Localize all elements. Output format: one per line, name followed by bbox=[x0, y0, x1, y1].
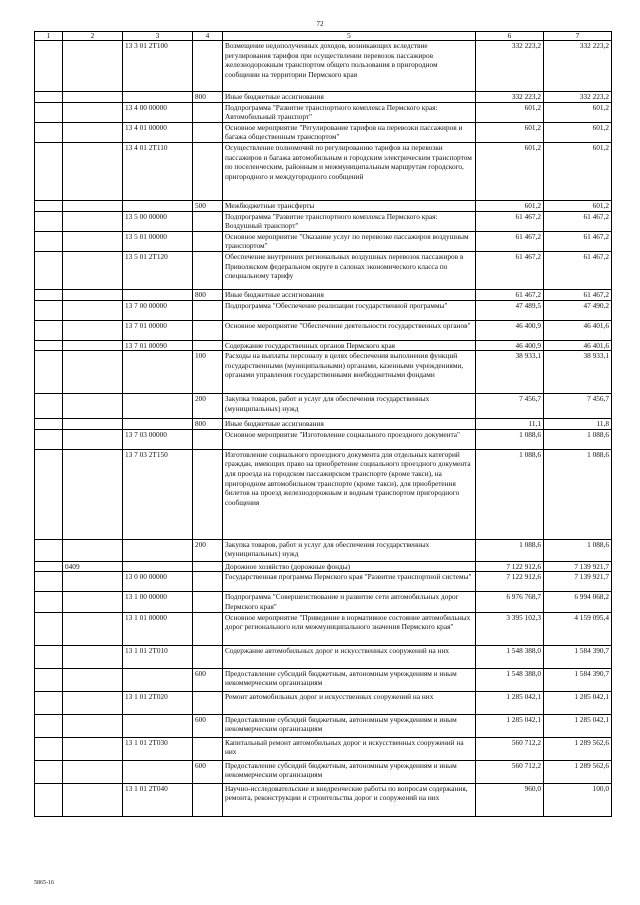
subsection-cell bbox=[63, 251, 123, 289]
table-row bbox=[35, 102, 612, 122]
amount-year-2-cell: 1 584 390,7 bbox=[544, 668, 612, 691]
subsection-cell bbox=[63, 300, 123, 320]
subsection-cell bbox=[63, 351, 123, 394]
expense-type-cell bbox=[193, 572, 223, 592]
amount-year-2-cell: 332 223,2 bbox=[544, 92, 612, 103]
table-row bbox=[35, 300, 612, 320]
target-article-cell bbox=[123, 561, 193, 572]
header-col-3: 3 bbox=[123, 32, 193, 41]
amount-year-1-cell: 332 223,2 bbox=[476, 92, 544, 103]
expense-type-cell bbox=[193, 783, 223, 816]
amount-year-2-cell: 61 467,2 bbox=[544, 251, 612, 289]
table-row bbox=[35, 561, 612, 572]
target-article-cell: 13 4 00 00000 bbox=[123, 102, 193, 122]
description-cell: Капитальный ремонт автомобильных дорог и искусственных сооружений на них bbox=[223, 737, 476, 760]
description-cell: Иные бюджетные ассигнования bbox=[223, 289, 476, 300]
amount-year-1-cell: 7 122 912,6 bbox=[476, 561, 544, 572]
target-article-cell bbox=[123, 351, 193, 394]
description-cell: Подпрограмма "Развитие транспортного комплекса Пермского края: Автомобильный транспорт" bbox=[223, 102, 476, 122]
expense-type-cell bbox=[193, 612, 223, 645]
expense-type-cell: 500 bbox=[193, 200, 223, 211]
description-cell: Основное мероприятие "Регулирование тарифов на перевозки пассажиров и багажа общественным транспортом" bbox=[223, 122, 476, 142]
header-col-5: 5 bbox=[223, 32, 476, 41]
amount-year-1-cell: 1 548 388,0 bbox=[476, 645, 544, 668]
target-article-cell: 13 7 01 00090 bbox=[123, 340, 193, 351]
section-cell bbox=[35, 320, 63, 340]
expense-type-cell bbox=[193, 737, 223, 760]
section-cell bbox=[35, 449, 63, 539]
amount-year-2-cell: 601,2 bbox=[544, 200, 612, 211]
table-row bbox=[35, 200, 612, 211]
budget-table bbox=[34, 31, 612, 817]
description-cell: Предоставление субсидий бюджетным, автономным учреждениям и иным некоммерческим организациям bbox=[223, 714, 476, 737]
subsection-cell bbox=[63, 340, 123, 351]
table-row bbox=[35, 612, 612, 645]
amount-year-1-cell: 1 285 042,1 bbox=[476, 691, 544, 714]
table-row bbox=[35, 122, 612, 142]
amount-year-1-cell: 1 088,6 bbox=[476, 539, 544, 561]
target-article-cell: 13 5 00 00000 bbox=[123, 211, 193, 231]
subsection-cell bbox=[63, 289, 123, 300]
subsection-cell bbox=[63, 612, 123, 645]
expense-type-cell bbox=[193, 449, 223, 539]
description-cell: Содержание государственных органов Пермского края bbox=[223, 340, 476, 351]
subsection-cell bbox=[63, 691, 123, 714]
target-article-cell: 13 7 03 2Т150 bbox=[123, 449, 193, 539]
header-col-2: 2 bbox=[63, 32, 123, 41]
amount-year-1-cell: 7 456,7 bbox=[476, 394, 544, 419]
amount-year-1-cell: 601,2 bbox=[476, 102, 544, 122]
table-row bbox=[35, 419, 612, 430]
amount-year-1-cell: 332 223,2 bbox=[476, 41, 544, 92]
description-cell: Предоставление субсидий бюджетным, автономным учреждениям и иным некоммерческим организациям bbox=[223, 668, 476, 691]
subsection-cell bbox=[63, 737, 123, 760]
expense-type-cell bbox=[193, 561, 223, 572]
amount-year-2-cell: 4 159 095,4 bbox=[544, 612, 612, 645]
description-cell: Дорожное хозяйство (дорожные фонды) bbox=[223, 561, 476, 572]
expense-type-cell: 200 bbox=[193, 539, 223, 561]
description-cell: Межбюджетные трансферты bbox=[223, 200, 476, 211]
description-cell: Расходы на выплаты персоналу в целях обеспечения выполнения функций государственными (муниципальными) органами, казенными учреждениями, органами управления государственными внебюджетными фондами bbox=[223, 351, 476, 394]
header-col-4: 4 bbox=[193, 32, 223, 41]
amount-year-2-cell: 46 401,6 bbox=[544, 320, 612, 340]
target-article-cell: 13 1 00 00000 bbox=[123, 592, 193, 612]
table-row bbox=[35, 783, 612, 816]
amount-year-1-cell: 1 548 388,0 bbox=[476, 668, 544, 691]
subsection-cell bbox=[63, 231, 123, 251]
table-row bbox=[35, 340, 612, 351]
description-cell: Научно-исследовательские и внедренческие работы по вопросам содержания, ремонта, реконструкции и строительства дорог и сооружений на них bbox=[223, 783, 476, 816]
description-cell: Закупка товаров, работ и услуг для обеспечения государственных (муниципальных) нужд bbox=[223, 394, 476, 419]
table-row bbox=[35, 449, 612, 539]
section-cell bbox=[35, 200, 63, 211]
amount-year-2-cell: 38 933,1 bbox=[544, 351, 612, 394]
subsection-cell bbox=[63, 394, 123, 419]
table-row bbox=[35, 760, 612, 783]
expense-type-cell: 600 bbox=[193, 714, 223, 737]
amount-year-2-cell: 1 088,6 bbox=[544, 539, 612, 561]
amount-year-1-cell: 11,1 bbox=[476, 419, 544, 430]
amount-year-1-cell: 3 395 102,3 bbox=[476, 612, 544, 645]
amount-year-2-cell: 601,2 bbox=[544, 122, 612, 142]
subsection-cell bbox=[63, 200, 123, 211]
amount-year-2-cell: 1 289 562,6 bbox=[544, 760, 612, 783]
header-col-6: 6 bbox=[476, 32, 544, 41]
amount-year-2-cell: 61 467,2 bbox=[544, 211, 612, 231]
section-cell bbox=[35, 142, 63, 200]
amount-year-1-cell: 46 400,9 bbox=[476, 320, 544, 340]
description-cell: Подпрограмма "Совершенствование и развитие сети автомобильных дорог Пермского края" bbox=[223, 592, 476, 612]
expense-type-cell: 600 bbox=[193, 668, 223, 691]
description-cell: Содержание автомобильных дорог и искусственных сооружений на них bbox=[223, 645, 476, 668]
expense-type-cell: 800 bbox=[193, 419, 223, 430]
target-article-cell: 13 1 01 2Т020 bbox=[123, 691, 193, 714]
target-article-cell bbox=[123, 289, 193, 300]
expense-type-cell: 200 bbox=[193, 394, 223, 419]
table-row bbox=[35, 572, 612, 592]
target-article-cell: 13 5 01 00000 bbox=[123, 231, 193, 251]
amount-year-1-cell: 601,2 bbox=[476, 200, 544, 211]
description-cell: Основное мероприятие "Обеспечение деятельности государственных органов" bbox=[223, 320, 476, 340]
amount-year-2-cell: 1 088,6 bbox=[544, 429, 612, 449]
description-cell: Ремонт автомобильных дорог и искусственных сооружений на них bbox=[223, 691, 476, 714]
description-cell: Иные бюджетные ассигнования bbox=[223, 92, 476, 103]
description-cell: Возмещение недополученных доходов, возникающих вследствие регулирования тарифов при осуществлении перевозок пассажиров железнодорожным транспортом общего пользования в пригородном сообщении на территории Пермского края bbox=[223, 41, 476, 92]
amount-year-1-cell: 61 467,2 bbox=[476, 231, 544, 251]
target-article-cell bbox=[123, 394, 193, 419]
target-article-cell: 13 1 01 00000 bbox=[123, 612, 193, 645]
table-row bbox=[35, 41, 612, 92]
target-article-cell bbox=[123, 419, 193, 430]
section-cell bbox=[35, 561, 63, 572]
table-row bbox=[35, 429, 612, 449]
target-article-cell bbox=[123, 760, 193, 783]
description-cell: Основное мероприятие "Приведение в нормативное состояние автомобильных дорог регионального или межмуниципального значения Пермского края" bbox=[223, 612, 476, 645]
header-col-1: 1 bbox=[35, 32, 63, 41]
description-cell: Обеспечение внутренних региональных воздушных перевозок пассажиров в Приволжском федеральном округе в салонах экономического класса по специальному тарифу bbox=[223, 251, 476, 289]
target-article-cell: 13 1 01 2Т030 bbox=[123, 737, 193, 760]
amount-year-1-cell: 61 467,2 bbox=[476, 211, 544, 231]
amount-year-2-cell: 100,0 bbox=[544, 783, 612, 816]
description-cell: Закупка товаров, работ и услуг для обеспечения государственных (муниципальных) нужд bbox=[223, 539, 476, 561]
target-article-cell bbox=[123, 200, 193, 211]
target-article-cell: 13 4 01 2Т110 bbox=[123, 142, 193, 200]
subsection-cell bbox=[63, 449, 123, 539]
amount-year-1-cell: 47 489,5 bbox=[476, 300, 544, 320]
amount-year-2-cell: 11,8 bbox=[544, 419, 612, 430]
subsection-cell bbox=[63, 211, 123, 231]
table-row bbox=[35, 668, 612, 691]
target-article-cell bbox=[123, 668, 193, 691]
subsection-cell bbox=[63, 572, 123, 592]
section-cell bbox=[35, 645, 63, 668]
expense-type-cell bbox=[193, 251, 223, 289]
amount-year-2-cell: 1 285 042,1 bbox=[544, 691, 612, 714]
expense-type-cell: 800 bbox=[193, 289, 223, 300]
section-cell bbox=[35, 41, 63, 92]
subsection-cell bbox=[63, 783, 123, 816]
amount-year-2-cell: 61 467,2 bbox=[544, 289, 612, 300]
description-cell: Государственная программа Пермского края "Развитие транспортной системы" bbox=[223, 572, 476, 592]
amount-year-2-cell: 7 139 921,7 bbox=[544, 561, 612, 572]
amount-year-1-cell: 560 712,2 bbox=[476, 737, 544, 760]
table-row bbox=[35, 737, 612, 760]
amount-year-2-cell: 1 584 390,7 bbox=[544, 645, 612, 668]
section-cell bbox=[35, 300, 63, 320]
section-cell bbox=[35, 612, 63, 645]
table-row bbox=[35, 289, 612, 300]
subsection-cell bbox=[63, 645, 123, 668]
amount-year-1-cell: 1 088,6 bbox=[476, 429, 544, 449]
section-cell bbox=[35, 251, 63, 289]
expense-type-cell bbox=[193, 300, 223, 320]
section-cell bbox=[35, 691, 63, 714]
subsection-cell bbox=[63, 41, 123, 92]
table-row bbox=[35, 539, 612, 561]
table-row bbox=[35, 394, 612, 419]
subsection-cell bbox=[63, 102, 123, 122]
expense-type-cell bbox=[193, 340, 223, 351]
table-row bbox=[35, 251, 612, 289]
footer-code: 5865-16 bbox=[34, 880, 54, 886]
target-article-cell bbox=[123, 714, 193, 737]
expense-type-cell bbox=[193, 429, 223, 449]
amount-year-1-cell: 601,2 bbox=[476, 142, 544, 200]
target-article-cell: 13 0 00 00000 bbox=[123, 572, 193, 592]
amount-year-1-cell: 1 088,6 bbox=[476, 449, 544, 539]
table-row bbox=[35, 714, 612, 737]
section-cell bbox=[35, 783, 63, 816]
subsection-cell bbox=[63, 760, 123, 783]
subsection-cell bbox=[63, 92, 123, 103]
description-cell: Иные бюджетные ассигнования bbox=[223, 419, 476, 430]
subsection-cell bbox=[63, 429, 123, 449]
expense-type-cell bbox=[193, 592, 223, 612]
table-row bbox=[35, 351, 612, 394]
expense-type-cell: 100 bbox=[193, 351, 223, 394]
section-cell bbox=[35, 102, 63, 122]
table-row bbox=[35, 231, 612, 251]
section-cell bbox=[35, 760, 63, 783]
section-cell bbox=[35, 429, 63, 449]
subsection-cell: 0409 bbox=[63, 561, 123, 572]
table-row bbox=[35, 320, 612, 340]
section-cell bbox=[35, 340, 63, 351]
subsection-cell bbox=[63, 122, 123, 142]
expense-type-cell: 800 bbox=[193, 92, 223, 103]
amount-year-2-cell: 332 223,2 bbox=[544, 41, 612, 92]
table-row bbox=[35, 645, 612, 668]
target-article-cell: 13 7 01 00000 bbox=[123, 320, 193, 340]
expense-type-cell bbox=[193, 231, 223, 251]
section-cell bbox=[35, 231, 63, 251]
amount-year-2-cell: 7 456,7 bbox=[544, 394, 612, 419]
expense-type-cell bbox=[193, 691, 223, 714]
section-cell bbox=[35, 289, 63, 300]
description-cell: Предоставление субсидий бюджетным, автономным учреждениям и иным некоммерческим организациям bbox=[223, 760, 476, 783]
amount-year-2-cell: 61 467,2 bbox=[544, 231, 612, 251]
subsection-cell bbox=[63, 320, 123, 340]
target-article-cell: 13 7 00 00000 bbox=[123, 300, 193, 320]
table-row bbox=[35, 211, 612, 231]
subsection-cell bbox=[63, 714, 123, 737]
section-cell bbox=[35, 572, 63, 592]
subsection-cell bbox=[63, 668, 123, 691]
section-cell bbox=[35, 211, 63, 231]
target-article-cell bbox=[123, 539, 193, 561]
amount-year-2-cell: 1 088,6 bbox=[544, 449, 612, 539]
target-article-cell: 13 3 01 2Т100 bbox=[123, 41, 193, 92]
subsection-cell bbox=[63, 539, 123, 561]
expense-type-cell bbox=[193, 645, 223, 668]
subsection-cell bbox=[63, 142, 123, 200]
header-row bbox=[35, 32, 612, 41]
amount-year-2-cell: 1 289 562,6 bbox=[544, 737, 612, 760]
target-article-cell: 13 1 01 2Т010 bbox=[123, 645, 193, 668]
description-cell: Подпрограмма "Развитие транспортного комплекса Пермского края: Воздушный транспорт" bbox=[223, 211, 476, 231]
subsection-cell bbox=[63, 592, 123, 612]
amount-year-1-cell: 6 976 768,7 bbox=[476, 592, 544, 612]
amount-year-1-cell: 560 712,2 bbox=[476, 760, 544, 783]
table-body bbox=[35, 41, 612, 817]
section-cell bbox=[35, 394, 63, 419]
section-cell bbox=[35, 714, 63, 737]
amount-year-2-cell: 601,2 bbox=[544, 142, 612, 200]
amount-year-1-cell: 601,2 bbox=[476, 122, 544, 142]
description-cell: Подпрограмма "Обеспечение реализации государственной программы" bbox=[223, 300, 476, 320]
table-row bbox=[35, 142, 612, 200]
description-cell: Основное мероприятие "Изготовление социального проездного документа" bbox=[223, 429, 476, 449]
amount-year-1-cell: 960,0 bbox=[476, 783, 544, 816]
amount-year-2-cell: 7 139 921,7 bbox=[544, 572, 612, 592]
section-cell bbox=[35, 419, 63, 430]
target-article-cell bbox=[123, 92, 193, 103]
expense-type-cell bbox=[193, 211, 223, 231]
amount-year-2-cell: 6 994 068,2 bbox=[544, 592, 612, 612]
expense-type-cell bbox=[193, 142, 223, 200]
section-cell bbox=[35, 668, 63, 691]
table-row bbox=[35, 92, 612, 103]
amount-year-1-cell: 46 400,9 bbox=[476, 340, 544, 351]
target-article-cell: 13 7 03 00000 bbox=[123, 429, 193, 449]
target-article-cell: 13 5 01 2Т120 bbox=[123, 251, 193, 289]
amount-year-1-cell: 1 285 042,1 bbox=[476, 714, 544, 737]
section-cell bbox=[35, 351, 63, 394]
description-cell: Изготовление социального проездного документа для отдельных категорий граждан, имеющих право на приобретение социального проездного документа для проезда на городском пассажирском транспорте (кроме такси), на пригородном автомобильном транспорте (кроме такси), для приобретения билетов на проезд железнодорожным и водным транспортом пригородного сообщения bbox=[223, 449, 476, 539]
header-col-7: 7 bbox=[544, 32, 612, 41]
section-cell bbox=[35, 592, 63, 612]
expense-type-cell bbox=[193, 102, 223, 122]
amount-year-1-cell: 38 933,1 bbox=[476, 351, 544, 394]
section-cell bbox=[35, 122, 63, 142]
subsection-cell bbox=[63, 419, 123, 430]
section-cell bbox=[35, 92, 63, 103]
target-article-cell: 13 1 01 2Т040 bbox=[123, 783, 193, 816]
table-row bbox=[35, 691, 612, 714]
amount-year-1-cell: 7 122 912,6 bbox=[476, 572, 544, 592]
table-row bbox=[35, 592, 612, 612]
page-number: 72 bbox=[316, 20, 324, 28]
amount-year-2-cell: 601,2 bbox=[544, 102, 612, 122]
expense-type-cell bbox=[193, 122, 223, 142]
amount-year-2-cell: 47 490,2 bbox=[544, 300, 612, 320]
amount-year-1-cell: 61 467,2 bbox=[476, 289, 544, 300]
amount-year-1-cell: 61 467,2 bbox=[476, 251, 544, 289]
section-cell bbox=[35, 539, 63, 561]
amount-year-2-cell: 1 285 042,1 bbox=[544, 714, 612, 737]
description-cell: Осуществление полномочий по регулированию тарифов на перевозки пассажиров и багажа автомобильным и городским электрическим транспортом по поселенческим, районным и межмуниципальным маршрутам городского, пригородного и междугородного сообщений bbox=[223, 142, 476, 200]
expense-type-cell bbox=[193, 320, 223, 340]
target-article-cell: 13 4 01 00000 bbox=[123, 122, 193, 142]
description-cell: Основное мероприятие "Оказание услуг по перевозке пассажиров воздушным транспортом" bbox=[223, 231, 476, 251]
amount-year-2-cell: 46 401,6 bbox=[544, 340, 612, 351]
expense-type-cell bbox=[193, 41, 223, 92]
expense-type-cell: 600 bbox=[193, 760, 223, 783]
section-cell bbox=[35, 737, 63, 760]
